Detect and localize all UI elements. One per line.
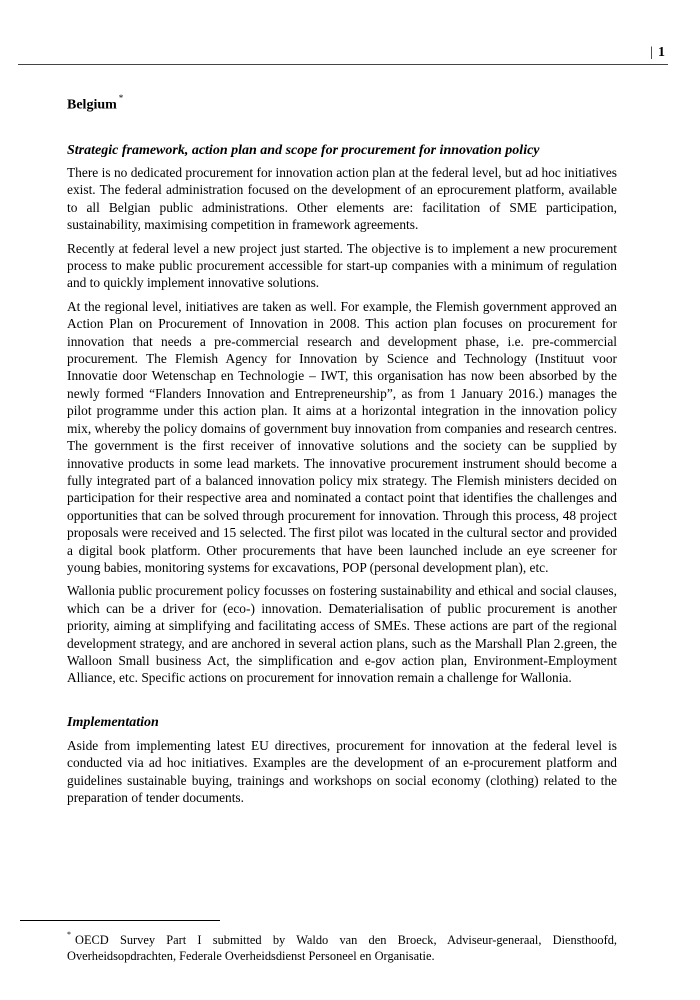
document-body (67, 90, 617, 812)
section-heading-implementation: Implementation (67, 714, 159, 730)
footnote (67, 929, 617, 964)
footnote-reference[interactable]: * (118, 93, 124, 103)
page-number (650, 44, 665, 62)
footnote-text: OECD Survey Part I submitted by Waldo van den Broeck, Adviseur-generaal, Diensthoofd, Overheidsopdrachten, Federale Overheidsdienst Personeel en Organisatie. (67, 933, 617, 964)
section-heading-strategic-framework: Strategic framework, action plan and scope for procurement for innovation policy (67, 143, 540, 158)
paragraph: Wallonia public procurement policy focusses on fostering sustainability and ethical and social clauses, which can be a driver for (eco-) innovation. Dematerialisation of public procurement is another priority, aiming at simplifying and facilitating access of SMEs. These actions are part of the regional development strategy, and are anchored in several action plans, such as the Marshall Plan 2.green, the Walloon Small business Act, the simplification and e-gov action plan, Environment-Employment Alliance, etc. Specific actions on procurement for innovation remain a challenge for Wallonia. (67, 583, 617, 686)
paragraph: Aside from implementing latest EU directives, procurement for innovation at the federal level is conducted via ad hoc initiatives. Examples are the development of an e-procurement platform and guidelines sustainable buying, trainings and workshops on social economy (clothing) related to the preparation of tender documents. (67, 737, 617, 805)
paragraph: There is no dedicated procurement for innovation action plan at the federal level, but ad hoc initiatives exist. The federal administration focused on the development of an eprocurement platform, available to all Belgian public administrations. Other elements are: facilitation of SME participation, sustainability, maximising competition in framework agreements. (67, 165, 617, 233)
page-header (18, 44, 668, 65)
paragraph: Recently at federal level a new project just started. The objective is to implement a new procurement process to make public procurement accessible for start-up companies with a minimum of regulation and to quickly implement innovative solutions. (67, 240, 617, 291)
page-number-separator: | (650, 45, 653, 60)
country-title-text: Belgium (67, 97, 117, 113)
footnote-marker: * (67, 930, 71, 939)
country-title (67, 90, 617, 114)
paragraph: At the regional level, initiatives are taken as well. For example, the Flemish government approved an Action Plan on Procurement of Innovation in 2008. This action plan focuses on procurement for innovation that needs a pre-commercial research and development phase, i.e. pre-commercial procurement. The Flemish Agency for Innovation by Science and Technology (Instituut voor Innovatie door Wetenschap en Technologie – IWT, this organisation has now been absorbed by the newly formed “Flanders Innovation and Entrepreneurship”, as from 1 January 2016.) manages the pilot programme under this action plan. It aims at a horizontal integration in the innovation policy mix, whereby the policy domains of government buy innovation from companies and research centres. The government is the first receiver of innovative solutions and the society can be supplied by innovative products in some lead markets. The innovative procurement instrument should become a fully integrated part of a balanced innovation policy mix strategy. The Flemish ministers decided on participation for their respective area and nominated a contact point that identifies the challenges and opportunities that can be solved through procurement for innovation. Through this process, 48 project proposals were received and 15 selected. The first pilot was located in the cultural sector and provided a digital book platform. Other procurements that have been launched include an eye screener for young babies, monitoring systems for excavations, POP (personal development plan), etc. (67, 298, 617, 575)
footnote-divider (20, 920, 220, 921)
page-number-value: 1 (658, 45, 665, 60)
